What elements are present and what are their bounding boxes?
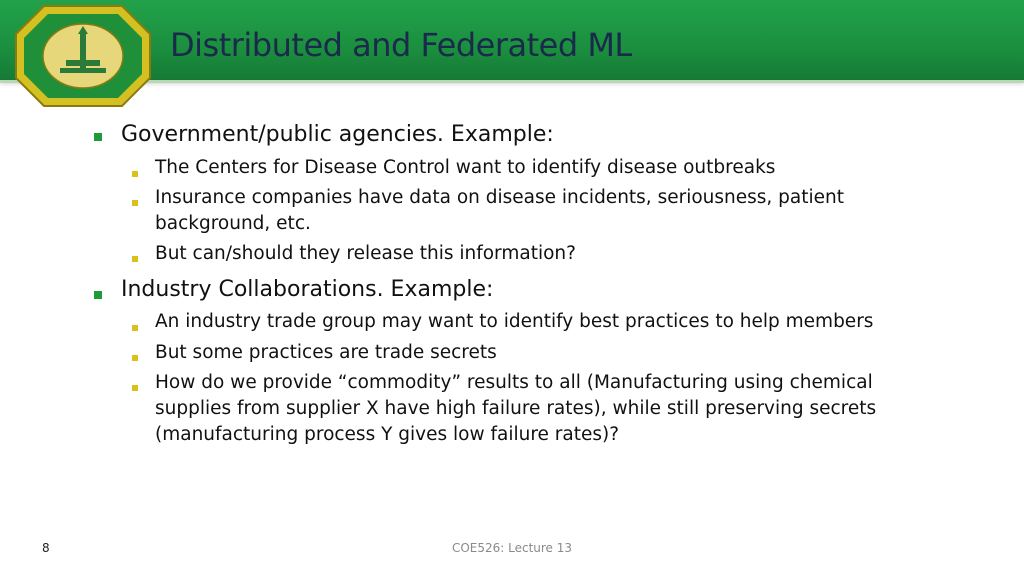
sub-bullet-trade-group: An industry trade group may want to identify best practices to help members <box>155 311 874 332</box>
bullet-government-agencies: Government/public agencies. Example: <box>121 122 554 147</box>
sub-bullet-insurance-line2: background, etc. <box>155 213 311 234</box>
sub-bullet-marker <box>132 355 138 361</box>
sub-bullet-marker <box>132 256 138 262</box>
sub-bullet-marker <box>132 200 138 206</box>
sub-bullet-marker <box>132 325 138 331</box>
sub-bullet-trade-secrets: But some practices are trade secrets <box>155 342 497 363</box>
slide-title: Distributed and Federated ML <box>170 26 632 64</box>
bullet-industry-collaborations: Industry Collaborations. Example: <box>121 277 494 302</box>
sub-bullet-marker <box>132 171 138 177</box>
sub-bullet-commodity-line2: supplies from supplier X have high failure rates), while still preserving secrets <box>155 398 877 419</box>
university-seal-logo <box>14 4 152 108</box>
sub-bullet-cdc: The Centers for Disease Control want to identify disease outbreaks <box>155 157 776 178</box>
page-number: 8 <box>42 541 50 555</box>
title-bar-divider <box>0 80 1024 83</box>
sub-bullet-marker <box>132 385 138 391</box>
sub-bullet-commodity-line1: How do we provide “commodity” results to all (Manufacturing using chemical <box>155 372 873 393</box>
sub-bullet-commodity-line3: (manufacturing process Y gives low failure rates)? <box>155 424 620 445</box>
sub-bullet-insurance-line1: Insurance companies have data on disease incidents, seriousness, patient <box>155 187 844 208</box>
sub-bullet-release-question: But can/should they release this information? <box>155 243 576 264</box>
bullet-marker <box>94 133 102 141</box>
bullet-marker <box>94 291 102 299</box>
footer-course-label: COE526: Lecture 13 <box>451 541 573 555</box>
